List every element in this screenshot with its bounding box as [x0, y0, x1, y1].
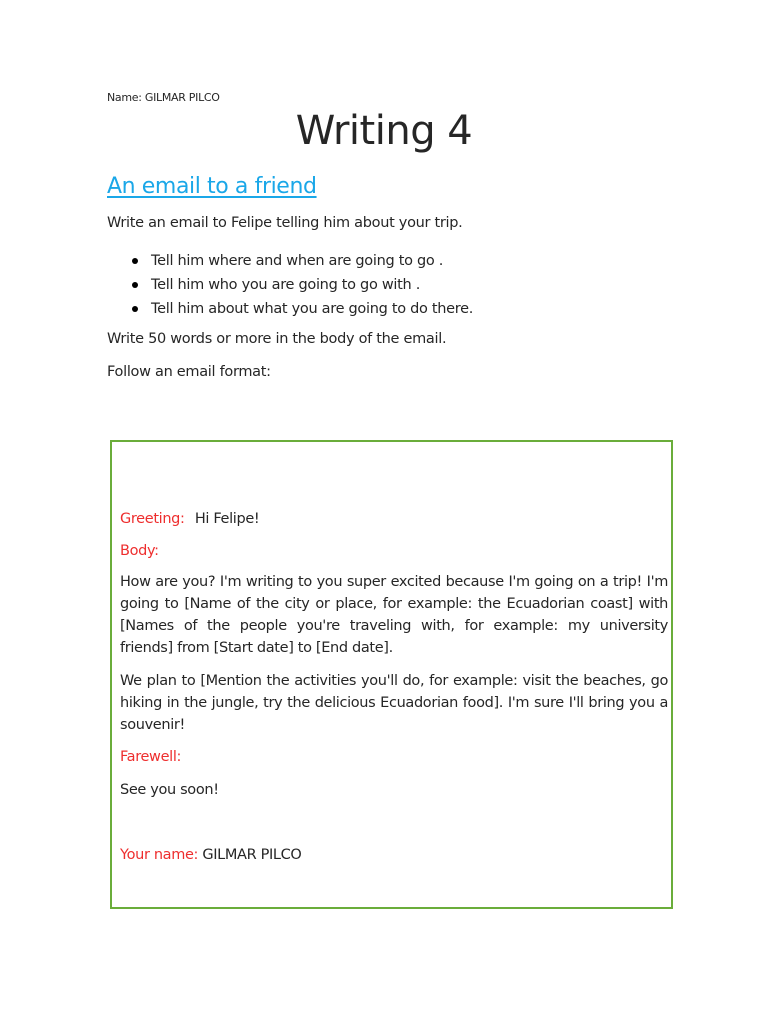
- your-name-label: Your name:: [120, 847, 199, 863]
- bullet-text: Tell him about what you are going to do there.: [151, 301, 474, 317]
- student-name-line: Name: GILMAR PILCO: [107, 91, 220, 104]
- bullet-text: Tell him where and when are going to go .: [151, 253, 444, 269]
- word-count-note: Write 50 words or more in the body of the email.: [107, 331, 447, 347]
- bullet-item: [130, 298, 473, 322]
- section-subtitle: An email to a friend: [107, 174, 317, 199]
- bullet-icon: [132, 306, 138, 312]
- page-title: Writing 4: [295, 108, 473, 154]
- greeting-label: Greeting:: [120, 511, 185, 527]
- instruction-bullets: [130, 250, 473, 322]
- greeting-text: Hi Felipe!: [194, 511, 260, 527]
- email-body-paragraph-2: We plan to [Mention the activities you'll do, for example: visit the beaches, go hiking in the jungle, try the delicious Ecuadorian food]. I'm sure I'll bring you a souvenir!: [120, 673, 668, 733]
- your-name-value: GILMAR PILCO: [202, 847, 302, 863]
- instructions-text: Write an email to Felipe telling him about your trip.: [107, 215, 463, 231]
- bullet-icon: [132, 282, 138, 288]
- bullet-text: Tell him who you are going to go with .: [151, 277, 421, 293]
- format-note: Follow an email format:: [107, 364, 271, 380]
- email-body-paragraph-1: How are you? I'm writing to you super excited because I'm going on a trip! I'm going to [Name of the city or place, for example: the Ecuadorian coast] with [Names of the people you're traveling with, for example: my university friends] from [Start date] to [End date].: [120, 574, 668, 656]
- farewell-text: See you soon!: [120, 782, 219, 798]
- bullet-icon: [132, 258, 138, 264]
- bullet-item: [130, 250, 473, 274]
- body-label: Body:: [120, 543, 159, 559]
- farewell-label: Farewell:: [120, 749, 182, 765]
- email-signature: [120, 844, 668, 866]
- email-greeting: [120, 508, 668, 530]
- bullet-item: [130, 274, 473, 298]
